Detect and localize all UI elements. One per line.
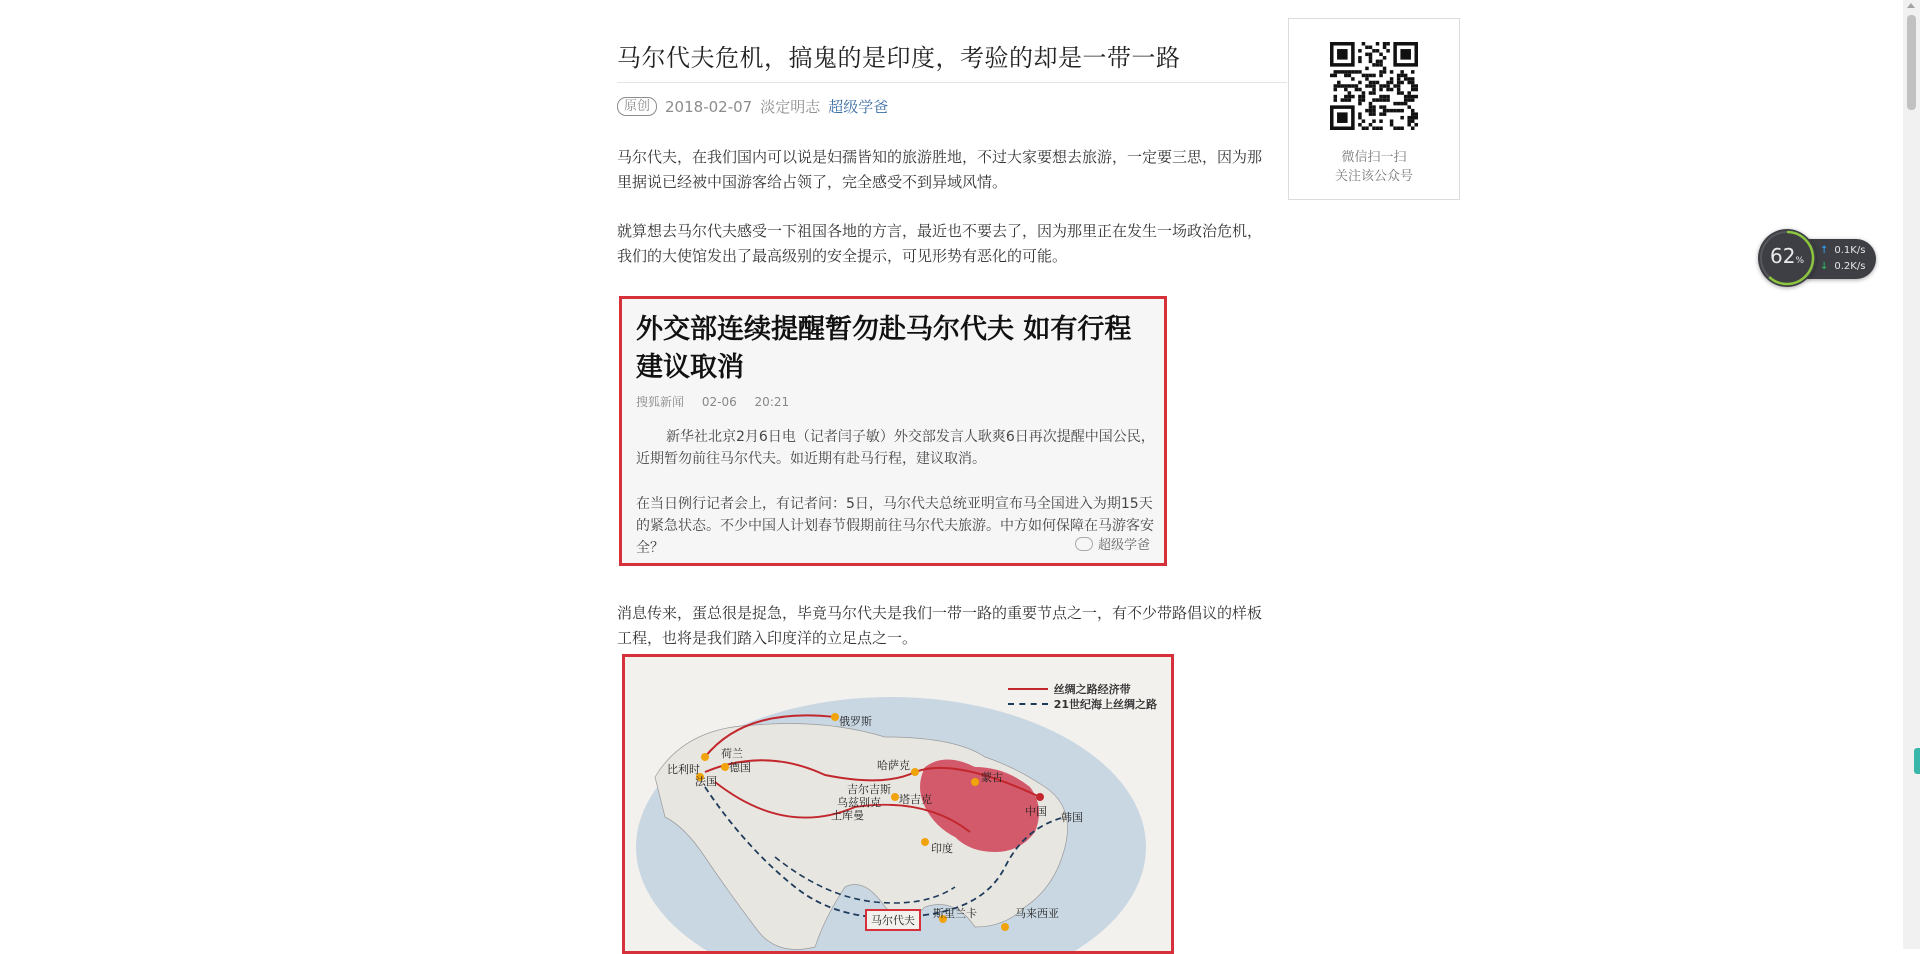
map-city-label: 德国	[729, 761, 751, 774]
map-city-label: 马来西亚	[1015, 907, 1059, 920]
qr-caption-line2: 关注该公众号	[1334, 169, 1413, 184]
map-city-label: 蒙古	[981, 771, 1003, 784]
legend-label: 丝绸之路经济带	[1053, 682, 1131, 696]
map-legend	[1008, 681, 1157, 711]
article-paragraph: 马尔代夫，在我们国内可以说是妇孺皆知的旅游胜地，不过大家要想去旅游，一定要三思，因为那里据说已经被中国游客给占领了，完全感受不到异域风情。	[617, 148, 1263, 191]
vertical-scrollbar[interactable]	[1903, 0, 1920, 949]
news-date: 02-06	[701, 395, 737, 409]
qr-caption-line1: 微信扫一扫	[1341, 150, 1407, 165]
map-city-label: 斯里兰卡	[933, 907, 977, 920]
author-name: 淡定明志	[760, 98, 821, 116]
legend-solid-line	[1008, 688, 1048, 690]
article-paragraph: 就算想去马尔代夫感受一下祖国各地的方言，最近也不要去了，因为那里正在发生一场政治危机，我们的大使馆发出了最高级别的安全提示，可见形势有恶化的可能。	[617, 222, 1263, 265]
network-speed-panel	[1806, 239, 1876, 279]
download-arrow-icon: ↓	[1820, 261, 1829, 272]
original-badge: 原创	[617, 97, 657, 116]
news-headline: 外交部连续提醒暂勿赴马尔代夫 如有行程建议取消	[636, 314, 1132, 383]
news-body-paragraph: 在当日例行记者会上，有记者问：5日，马尔代夫总统亚明宣布马全国进入为期15天的紧急状态。不少中国人计划春节假期前往马尔代夫旅游。中方如何保障在马游客安全？	[636, 496, 1154, 556]
news-screenshot-image	[619, 296, 1167, 566]
news-source: 搜狐新闻	[636, 395, 685, 409]
publish-date: 2018-02-07	[665, 97, 753, 116]
upload-arrow-icon: ↑	[1820, 245, 1829, 256]
article-title: 马尔代夫危机，搞鬼的是印度，考验的却是一带一路	[617, 44, 1181, 72]
map-city-label: 法国	[695, 775, 717, 788]
map-city-label: 土库曼	[831, 809, 864, 822]
usage-percent-unit: %	[1795, 256, 1804, 266]
legend-dashed-line	[1008, 703, 1048, 705]
qr-sidebar	[1288, 18, 1460, 200]
qr-code-icon	[1330, 42, 1418, 130]
download-speed-value: 0.2K/s	[1834, 261, 1866, 272]
map-city-label: 俄罗斯	[839, 715, 872, 728]
map-city-label: 韩国	[1061, 811, 1083, 824]
memory-usage-circle[interactable]	[1758, 229, 1816, 287]
belt-and-road-map-image	[622, 654, 1174, 954]
scrollbar-thumb[interactable]	[1907, 15, 1916, 110]
scroll-up-arrow-icon[interactable]	[1907, 3, 1915, 8]
legend-label: 21世纪海上丝绸之路	[1053, 697, 1157, 711]
upload-speed-value: 0.1K/s	[1834, 245, 1866, 256]
map-city-label: 比利时	[667, 763, 700, 776]
side-edge-tab[interactable]	[1914, 748, 1920, 774]
map-city-label: 塔吉克	[899, 793, 932, 806]
upload-speed	[1820, 245, 1865, 256]
title-divider	[617, 82, 1287, 83]
wechat-icon	[1075, 537, 1093, 551]
account-link[interactable]: 超级学爸	[828, 98, 889, 116]
article-meta	[617, 96, 888, 117]
article-paragraph: 消息传来，蛋总很是捉急，毕竟马尔代夫是我们一带一路的重要节点之一，有不少带路倡议的样板工程，也将是我们踏入印度洋的立足点之一。	[617, 604, 1263, 647]
maldives-highlight-label: 马尔代夫	[865, 909, 921, 931]
map-city-label: 荷兰	[721, 747, 743, 760]
news-time: 20:21	[754, 395, 790, 409]
map-city-label: 印度	[931, 842, 953, 855]
usage-percent	[1758, 244, 1816, 268]
map-city-label: 乌兹别克	[837, 796, 881, 809]
map-city-label: 吉尔吉斯	[847, 783, 891, 796]
map-city-label: 中国	[1025, 805, 1047, 818]
usage-percent-value: 62	[1769, 244, 1796, 268]
download-speed	[1820, 261, 1865, 272]
news-body-paragraph: 新华社北京2月6日电（记者闫子敏）外交部发言人耿爽6日再次提醒中国公民，近期暂勿前往马尔代夫。如近期有赴马行程，建议取消。	[636, 429, 1155, 467]
network-speed-widget[interactable]	[1758, 229, 1876, 289]
news-source-line	[636, 393, 803, 410]
watermark-text: 超级学爸	[1097, 538, 1150, 553]
news-watermark	[1075, 534, 1150, 553]
map-city-label: 哈萨克	[877, 759, 910, 772]
